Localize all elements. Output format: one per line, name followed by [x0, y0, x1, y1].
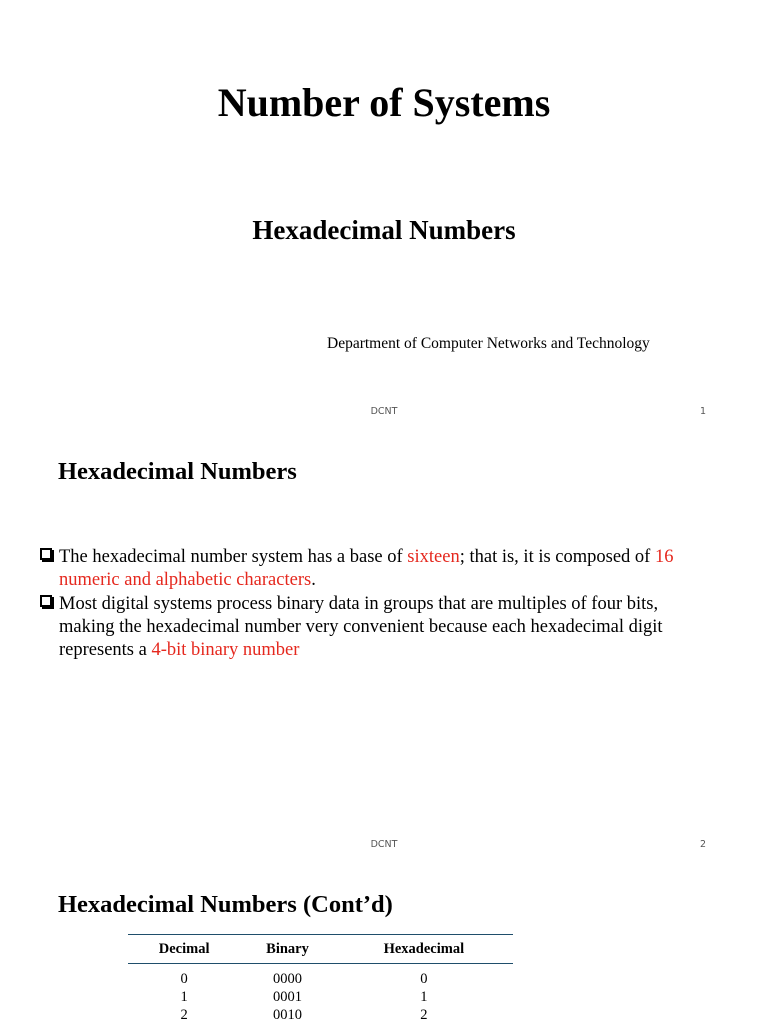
- bullet-item: [38, 546, 678, 593]
- bullet1-highlight-characters: 16 numeric and alphabetic characters: [59, 547, 674, 591]
- bullet1-text-cont: ; that is, it is composed of: [459, 547, 655, 567]
- bullet2-text: Most digital systems process binary data in groups that are multiples of four bits, making the hexadecimal number very convenient because each hexadecimal digit represents a: [59, 593, 663, 661]
- table-cell: 0000: [273, 971, 302, 987]
- table-cell: 0001: [273, 989, 302, 1005]
- hex-conversion-table: [128, 934, 513, 1024]
- slide2-page-number: 2: [699, 839, 706, 850]
- department-name: Department of Computer Networks and Technology: [327, 335, 650, 352]
- table-cell: 1: [180, 989, 188, 1005]
- table-row: [128, 988, 513, 1006]
- table-row: [128, 964, 513, 989]
- slide1-subtitle: Hexadecimal Numbers: [252, 215, 516, 245]
- bullet-list: [38, 546, 678, 662]
- slide1-footer-label: DCNT: [370, 406, 398, 417]
- table-header-row: [128, 935, 513, 964]
- table-row: [128, 1006, 513, 1024]
- bullet1-text: The hexadecimal number system has a base of: [59, 547, 408, 567]
- table-cell: 0: [420, 971, 428, 987]
- table-cell: 2: [180, 1007, 188, 1023]
- bullet2-highlight: 4-bit binary number: [151, 640, 300, 661]
- header-binary: Binary: [240, 935, 334, 964]
- slide2-footer-label: DCNT: [370, 839, 398, 850]
- bullet1-period: .: [311, 570, 316, 591]
- bullet-item: [38, 593, 678, 663]
- table-cell: 1: [420, 989, 428, 1005]
- bullet1-highlight-sixteen: sixteen: [407, 547, 460, 567]
- slide3-heading: Hexadecimal Numbers (Cont’d): [58, 891, 393, 918]
- table-cell: 2: [420, 1007, 428, 1023]
- header-decimal: Decimal: [128, 935, 240, 964]
- table-cell: 0010: [273, 1007, 302, 1023]
- slide1-title: Number of Systems: [217, 80, 551, 125]
- checkbox-bullet-icon: [40, 548, 52, 560]
- slide2-heading: Hexadecimal Numbers: [58, 458, 297, 485]
- header-hexadecimal: Hexadecimal: [335, 935, 513, 964]
- slide1-page-number: 1: [699, 406, 706, 417]
- table-cell: 0: [180, 971, 188, 987]
- checkbox-bullet-icon: [40, 595, 52, 607]
